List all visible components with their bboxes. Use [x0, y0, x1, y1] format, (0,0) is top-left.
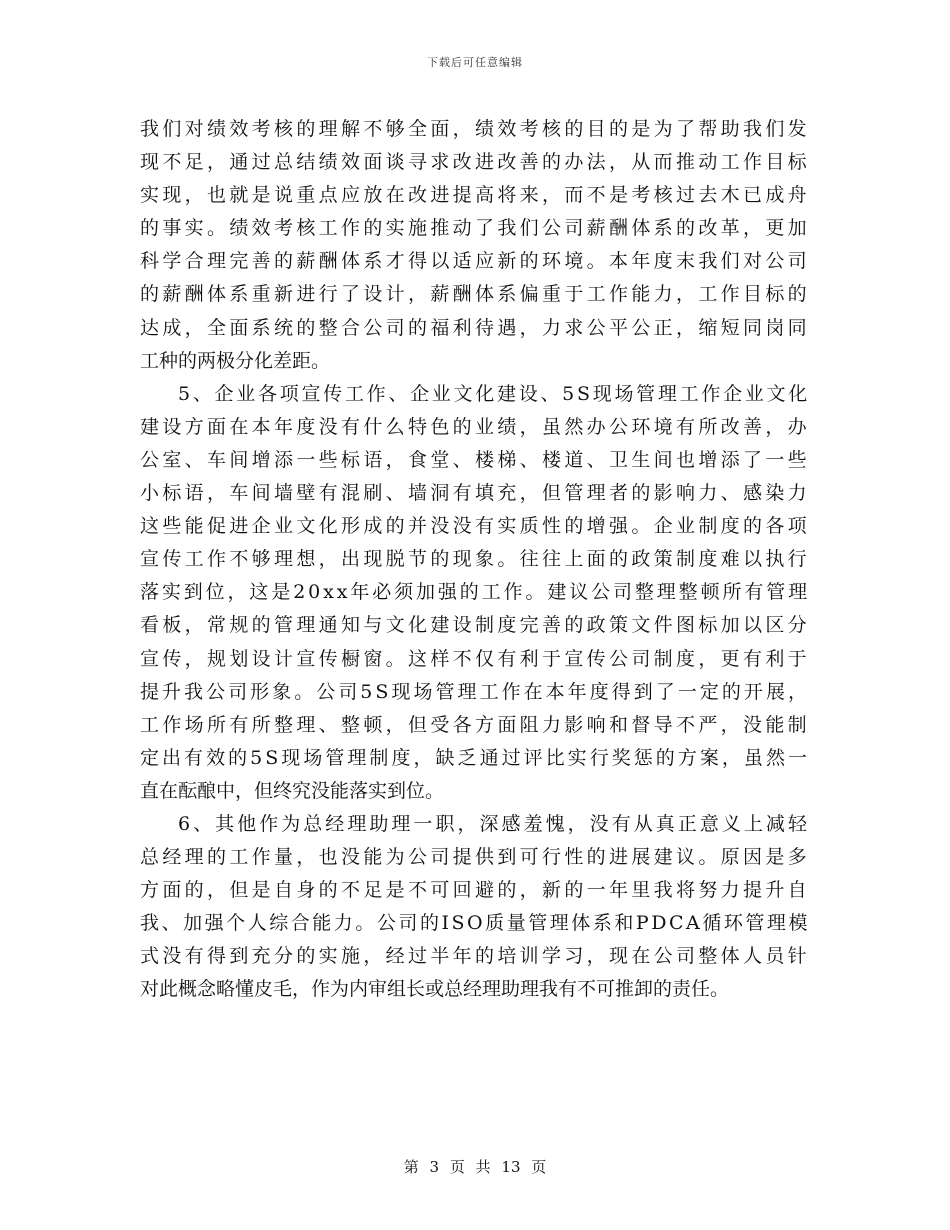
- text-line: 对此概念略懂皮毛，作为内审组长或总经理助理我有不可推卸的责任。: [140, 978, 730, 1001]
- footer-total-suffix: 页: [531, 1158, 547, 1176]
- text-line: 5、企业各项宣传工作、企业文化建设、5S现场管理工作企业文化: [178, 382, 810, 405]
- footer-total-prefix: 共: [475, 1158, 491, 1176]
- text-line: 定出有效的5S现场管理制度，缺乏通过评比实行奖惩的方案，虽然一: [140, 746, 810, 769]
- paragraph: [140, 113, 810, 378]
- footer-page-number: 3: [429, 1158, 440, 1176]
- text-line: 落实到位，这是20xx年必须加强的工作。建议公司整理整顿所有管理: [140, 581, 810, 604]
- text-line: 的事实。绩效考核工作的实施推动了我们公司薪酬体系的改革，更加: [140, 217, 810, 240]
- page-header: 下载后可任意编辑: [427, 56, 523, 69]
- footer-page-prefix: 第: [403, 1158, 419, 1176]
- text-line: 宣传，规划设计宣传橱窗。这样不仅有利于宣传公司制度，更有利于: [140, 647, 810, 670]
- text-line: 我、加强个人综合能力。公司的ISO质量管理体系和PDCA循环管理模: [140, 912, 810, 935]
- text-line: 方面的，但是自身的不足是不可回避的，新的一年里我将努力提升自: [140, 879, 810, 902]
- text-line: 6、其他作为总经理助理一职，深感羞愧，没有从真正意义上减轻: [178, 812, 810, 835]
- text-line: 式没有得到充分的实施，经过半年的培训学习，现在公司整体人员针: [140, 945, 810, 968]
- text-line: 建设方面在本年度没有什么特色的业绩，虽然办公环境有所改善，办: [140, 415, 810, 438]
- text-line: 总经理的工作量，也没能为公司提供到可行性的进展建议。原因是多: [140, 846, 810, 869]
- text-line: 现不足，通过总结绩效面谈寻求改进改善的办法，从而推动工作目标: [140, 151, 810, 174]
- text-line: 科学合理完善的薪酬体系才得以适应新的环境。本年度末我们对公司: [140, 250, 810, 273]
- text-line: 这些能促进企业文化形成的并没没有实质性的增强。企业制度的各项: [140, 515, 810, 538]
- text-line: 达成，全面系统的整合公司的福利待遇，力求公平公正，缩短同岗同: [140, 316, 810, 339]
- paragraph: [140, 808, 810, 1007]
- text-line: 工作场所有所整理、整顿，但受各方面阻力影响和督导不严，没能制: [140, 713, 810, 736]
- footer-page-mid: 页: [449, 1158, 465, 1176]
- footer-total-pages: 13: [501, 1158, 521, 1176]
- text-line: 实现，也就是说重点应放在改进提高将来，而不是考核过去木已成舟: [140, 184, 810, 207]
- document-body: [140, 113, 810, 1007]
- text-line: 的薪酬体系重新进行了设计，薪酬体系偏重于工作能力，工作目标的: [140, 283, 810, 306]
- text-line: 看板，常规的管理通知与文化建设制度完善的政策文件图标加以区分: [140, 614, 810, 637]
- text-line: 宣传工作不够理想，出现脱节的现象。往往上面的政策制度难以执行: [140, 548, 810, 571]
- text-line: 公室、车间增添一些标语，食堂、楼梯、楼道、卫生间也增添了一些: [140, 448, 810, 471]
- text-line: 小标语，车间墙壁有混刷、墙洞有填充，但管理者的影响力、感染力: [140, 482, 810, 505]
- text-line: 直在酝酿中，但终究没能落实到位。: [140, 779, 445, 802]
- text-line: 工种的两极分化差距。: [140, 349, 331, 372]
- page-footer: [0, 1156, 950, 1177]
- text-line: 提升我公司形象。公司5S现场管理工作在本年度得到了一定的开展，: [140, 680, 810, 703]
- paragraph: [140, 378, 810, 808]
- text-line: 我们对绩效考核的理解不够全面，绩效考核的目的是为了帮助我们发: [140, 118, 810, 140]
